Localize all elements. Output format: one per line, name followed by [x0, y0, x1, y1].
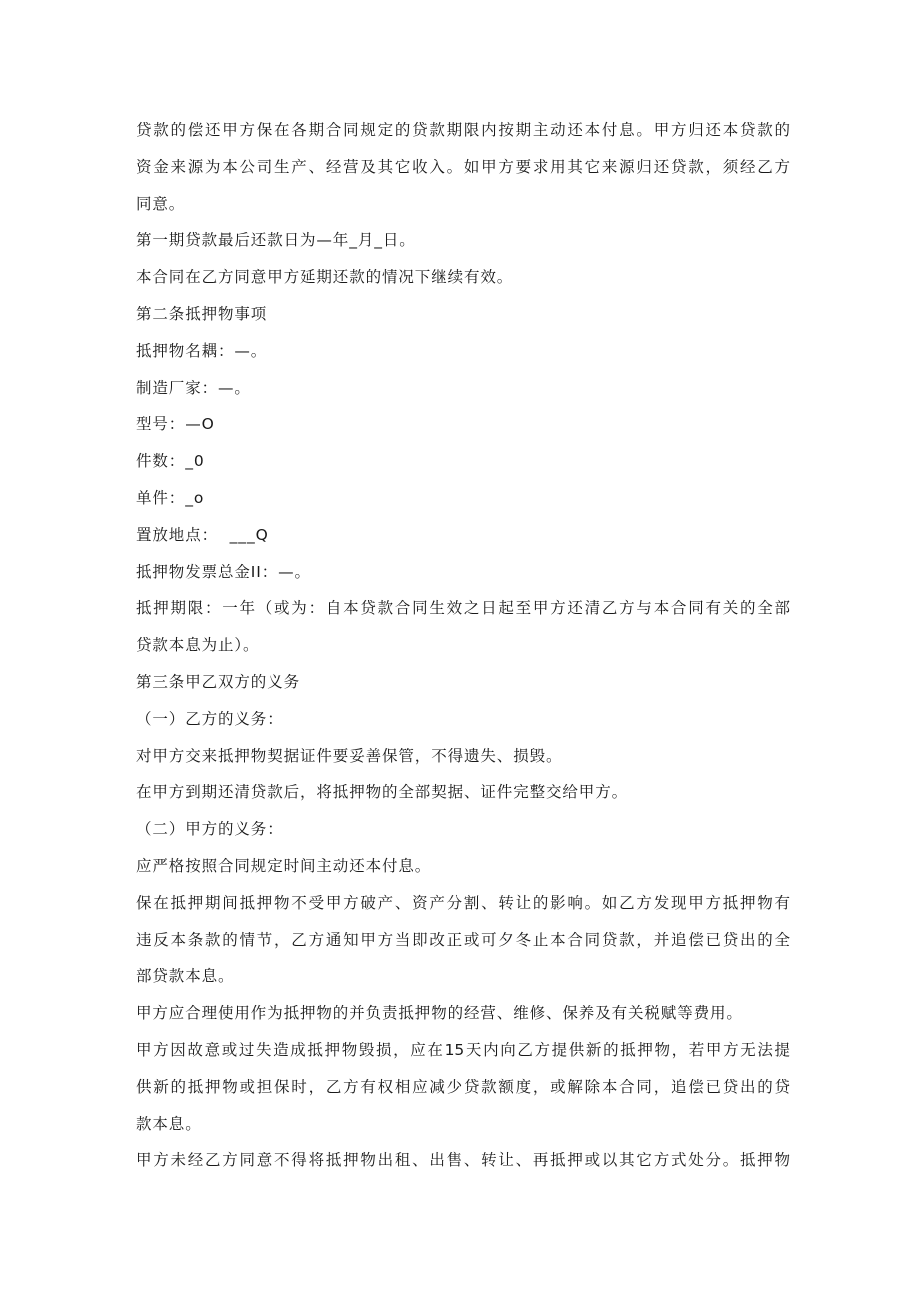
text-line: 抵押期限：一年（或为：自本贷款合同生效之日起至甲方还清乙方与本合同有关的全部: [136, 599, 790, 618]
text-line: 应严格按照合同规定时间主动还本付息。: [136, 856, 432, 875]
text-line: 资金来源为本公司生产、经营及其它收入。如甲方要求用其它来源归还贷款，须经乙方: [136, 157, 790, 176]
text-line: （二）甲方的义务：: [136, 820, 284, 839]
text-line: 第三条甲乙双方的义务: [136, 672, 301, 691]
text-line: 在甲方到期还清贷款后，将抵押物的全部契据、证件完整交给甲方。: [136, 783, 629, 802]
text-line: 对甲方交来抵押物契据证件要妥善保管，不得遗失、损毁。: [136, 746, 563, 765]
text-line: 第一期贷款最后还款日为—年_月_日。: [136, 231, 416, 250]
text-line: 单件：_o: [136, 488, 205, 507]
text-line: 件数：_0: [136, 452, 205, 471]
document-body: [136, 112, 790, 1179]
text-line: （一）乙方的义务：: [136, 709, 284, 728]
text-line: 同意。: [136, 194, 186, 213]
text-line: 违反本条款的情节，乙方通知甲方当即改正或可夕冬止本合同贷款，并追偿已贷出的全: [136, 930, 790, 949]
text-line: 本合同在乙方同意甲方延期还款的情况下继续有效。: [136, 268, 514, 287]
text-line: 部贷款本息。: [136, 967, 235, 986]
text-line: 甲方因故意或过失造成抵押物毁损，应在15天内向乙方提供新的抵押物，若甲方无法提: [136, 1040, 790, 1059]
text-line: 甲方应合理使用作为抵押物的并负责抵押物的经营、维修、保养及有关税赋等费用。: [136, 1004, 743, 1023]
text-line: 贷款的偿还甲方保在各期合同规定的贷款期限内按期主动还本付息。甲方归还本贷款的: [136, 121, 790, 139]
text-line: 第二条抵押物事项: [136, 304, 268, 323]
text-line: 抵押物发票总金II：—。: [136, 562, 311, 581]
text-line: 款本息。: [136, 1114, 202, 1133]
text-line: 置放地点： ___Q: [136, 525, 269, 544]
text-line: 保在抵押期间抵押物不受甲方破产、资产分割、转让的影响。如乙方发现甲方抵押物有: [136, 893, 790, 912]
text-line: 贷款本息为止）。: [136, 636, 260, 655]
text-line: 型号：—O: [136, 415, 215, 434]
text-line: 制造厂家：—。: [136, 378, 251, 397]
text-line: 甲方未经乙方同意不得将抵押物出租、出售、转让、再抵押或以其它方式处分。抵押物: [136, 1151, 790, 1170]
text-line: 供新的抵押物或担保时，乙方有权相应减少贷款额度，或解除本合同，追偿已贷出的贷: [136, 1077, 790, 1096]
text-line: 抵押物名耦：—。: [136, 341, 268, 360]
